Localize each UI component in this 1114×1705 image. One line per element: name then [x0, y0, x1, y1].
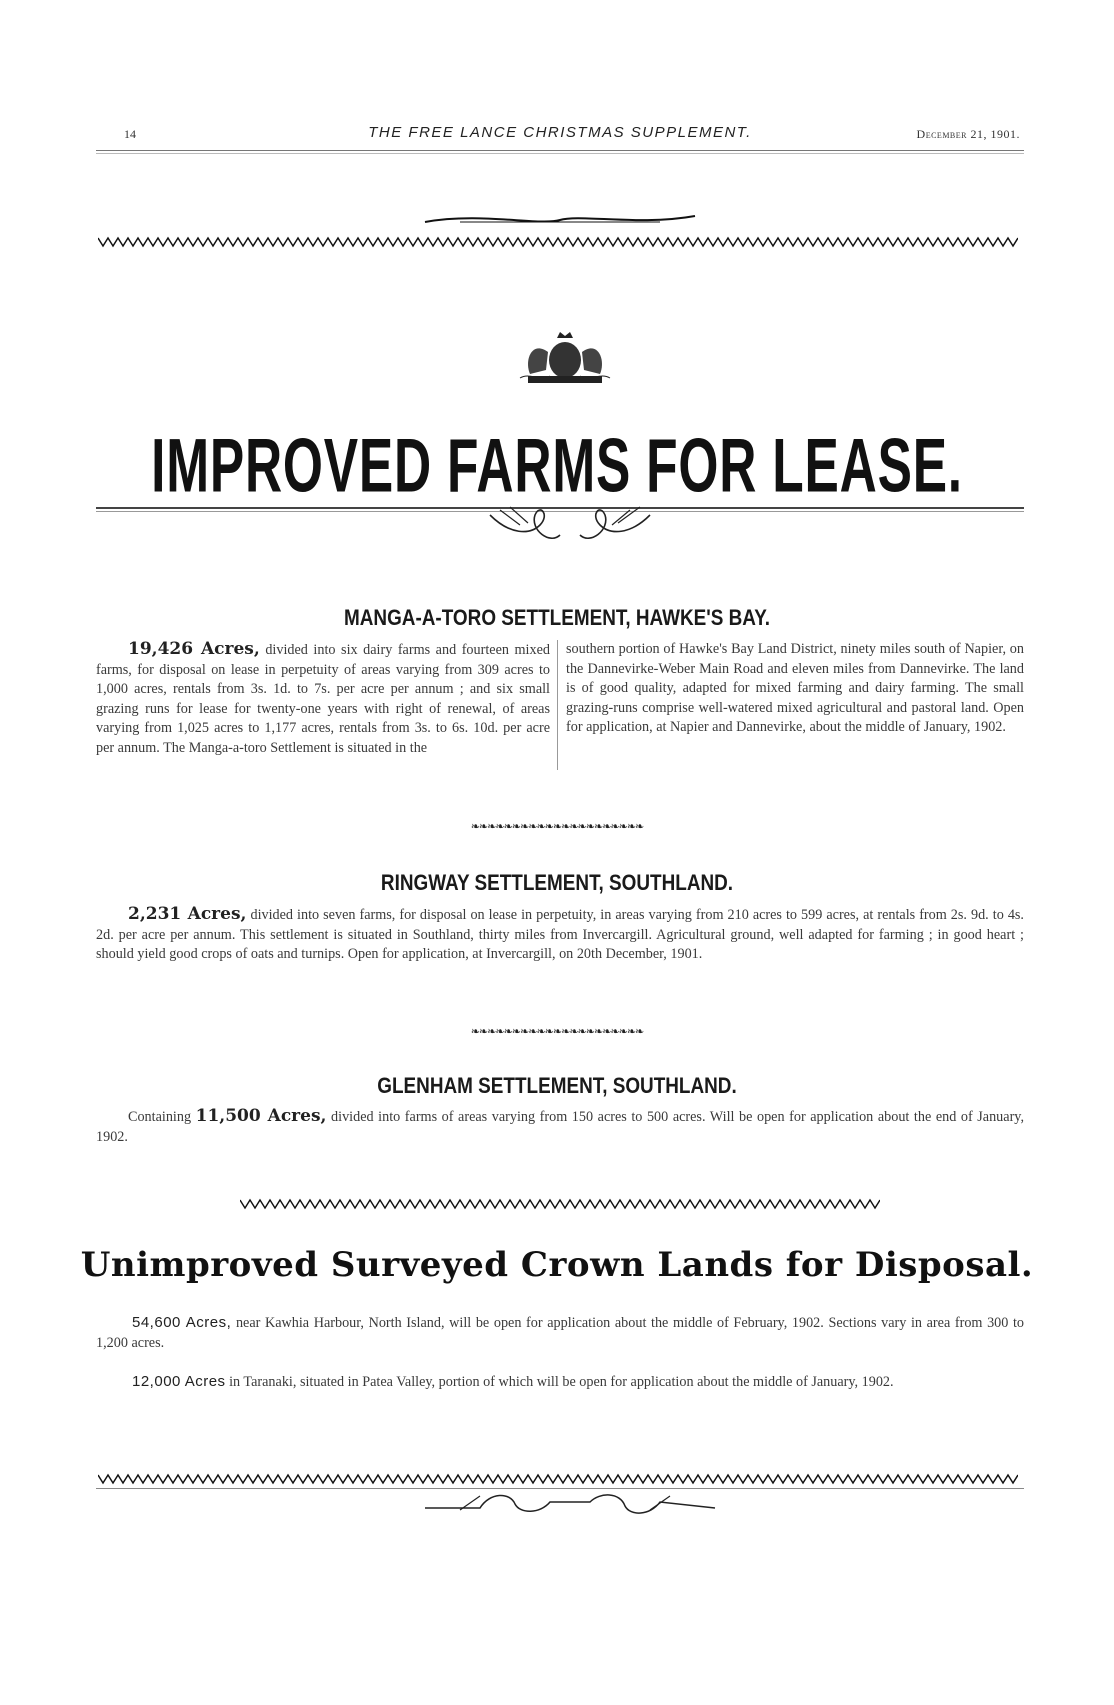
section-heading-glenham: GLENHAM SETTLEMENT, SOUTHLAND. — [377, 1073, 737, 1098]
ringway-text: divided into seven farms, for disposal on lease in perpetuity, in areas varying from 210 acres to 599 acres, at rentals from 2s. 9d. to 4s. 2d. per acre per annum. This settlement is situated in Southland, thirty miles from Invercargill. Agricultural ground, well adapted for farming ; in good heart ; should yield good crops of oats and turnips. Open for application, at Invercargill, on 20th December, 1901. — [96, 907, 1024, 962]
unimproved-title: Unimproved Surveyed Crown Lands for Disposal. — [80, 1245, 1034, 1285]
zigzag-border-bottom — [98, 1473, 1018, 1485]
zigzag-border-middle — [240, 1198, 880, 1210]
top-flourish-icon — [420, 212, 700, 228]
main-title: IMPROVED FARMS FOR LEASE. — [151, 422, 963, 508]
page-number: 14 — [124, 127, 136, 141]
taranaki-text: in Taranaki, situated in Patea Valley, portion of which will be open for application about the middle of January, 1902. — [229, 1374, 894, 1390]
glenham-pre: Containing — [128, 1109, 192, 1125]
issue-date: December 21, 1901. — [916, 127, 1020, 141]
manga-a-toro-col1 — [96, 640, 550, 758]
zigzag-border-top — [98, 236, 1018, 248]
lead-acres: 2,231 Acres, — [128, 904, 247, 924]
manga-a-toro-text-1: divided into six dairy farms and fourteen mixed farms, for disposal on lease in perpetuity of areas varying from 309 acres to 1,000 acres, rentals from 3s. 1d. to 7s. per acre per annum ; and six small grazing runs for lease for twenty-one years with right of renewal, of areas varying from 1,025 acres to 1,177 acres, rentals from 3s. to 6s. 10d. per acre per annum. The Manga-a-toro Settlement is situated in the — [96, 642, 550, 756]
lead-acres: 19,426 Acres, — [128, 639, 260, 659]
header-rule — [96, 150, 1024, 151]
scroll-flourish-icon — [480, 505, 660, 565]
page-header — [96, 124, 1024, 146]
royal-coat-of-arms-icon — [510, 330, 620, 386]
section-heading-manga-a-toro: MANGA-A-TORO SETTLEMENT, HAWKE'S BAY. — [343, 605, 771, 630]
glenham-text: divided into farms of areas varying from 150 acres to 500 acres. Will be open for application about the end of January, 1902. — [96, 1109, 1025, 1145]
header-rule-thin — [96, 153, 1024, 154]
dot-divider-2: ❧❧❧❧❧❧❧❧❧❧❧❧❧❧❧❧❧❧❧❧❧ — [470, 1026, 644, 1038]
lead-acres: 11,500 Acres, — [195, 1106, 327, 1126]
manga-a-toro-col2: southern portion of Hawke's Bay Land District, ninety miles south of Napier, on the Dannevirke-Weber Main Road and eleven miles from Dannevirke. The land is of good quality, adapted for mixed farming and dairy farming. The small grazing-runs comprise well-watered mixed agricultural and pastoral land. Open for application, at Napier and Dannevirke, about the middle of January, 1902. — [566, 641, 1024, 735]
lead-acres: 54,600 Acres, — [132, 1314, 232, 1331]
publication-title: THE FREE LANCE CHRISTMAS SUPPLEMENT. — [368, 124, 752, 141]
kawhia-text: near Kawhia Harbour, North Island, will be open for application about the middle of February, 1902. Sections vary in area from 300 to 1,200 acres. — [96, 1315, 1025, 1351]
bottom-flourish-icon — [420, 1488, 720, 1522]
dot-divider-1: ❧❧❧❧❧❧❧❧❧❧❧❧❧❧❧❧❧❧❧❧❧ — [470, 821, 644, 833]
glenham-paragraph — [96, 1107, 1024, 1147]
taranaki-paragraph — [96, 1372, 1024, 1393]
section-heading-ringway: RINGWAY SETTLEMENT, SOUTHLAND. — [380, 870, 734, 895]
ringway-paragraph — [96, 905, 1024, 965]
column-divider — [557, 640, 558, 770]
kawhia-paragraph — [96, 1313, 1024, 1353]
lead-acres: 12,000 Acres — [132, 1373, 226, 1390]
